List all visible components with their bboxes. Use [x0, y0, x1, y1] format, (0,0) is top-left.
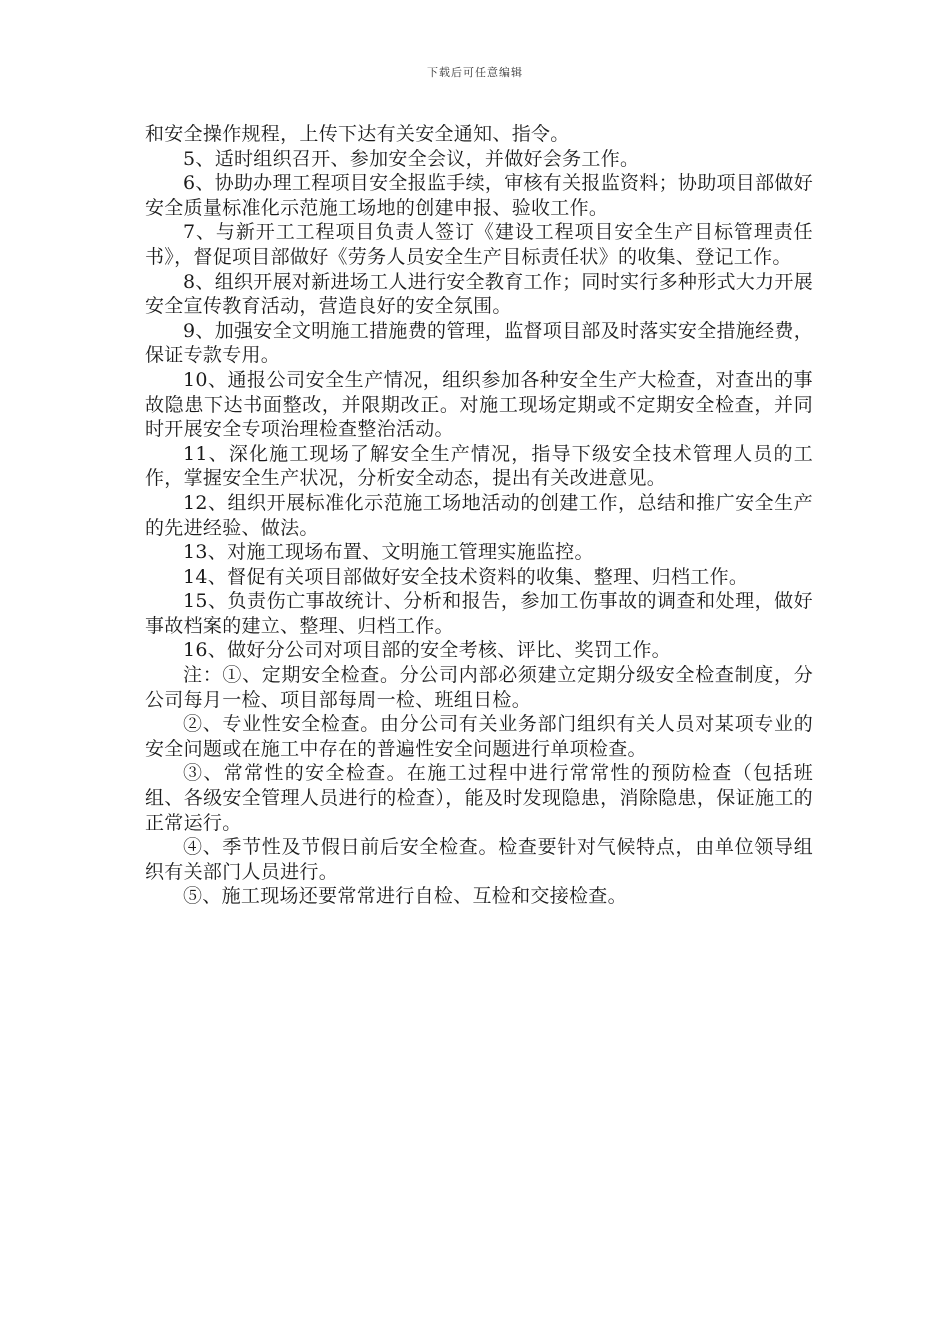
note-item-4: ④、季节性及节假日前后安全检查。检查要针对气候特点，由单位领导组织有关部门人员进行。 [145, 836, 813, 883]
paragraph-item-13: 13、对施工现场布置、文明施工管理实施监控。 [183, 541, 594, 564]
paragraph-continuation: 和安全操作规程，上传下达有关安全通知、指令。 [145, 123, 570, 145]
note-item-3: ③、常常性的安全检查。在施工过程中进行常常性的预防检查（包括班组、各级安全管理人员进行的检查），能及时发现隐患，消除隐患，保证施工的正常运行。 [145, 762, 813, 834]
paragraph-item-7: 7、与新开工工程项目负责人签订《建设工程项目安全生产目标管理责任书》，督促项目部做好《劳务人员安全生产目标责任状》的收集、登记工作。 [145, 221, 813, 268]
paragraph-item-9: 9、加强安全文明施工措施费的管理，监督项目部及时落实安全措施经费，保证专款专用。 [145, 319, 813, 367]
paragraph-item-14: 14、督促有关项目部做好安全技术资料的收集、整理、归档工作。 [183, 565, 749, 588]
paragraph-item-15: 15、负责伤亡事故统计、分析和报告，参加工伤事故的调查和处理，做好事故档案的建立、整理、归档工作。 [145, 590, 813, 637]
paragraph-item-16: 16、做好分公司对项目部的安全考核、评比、奖罚工作。 [183, 639, 671, 662]
note-item-5: ⑤、施工现场还要常常进行自检、互检和交接检查。 [183, 885, 627, 908]
paragraph-item-8: 8、组织开展对新进场工人进行安全教育工作；同时实行多种形式大力开展安全宣传教育活动，营造良好的安全氛围。 [145, 270, 813, 318]
note-item-2: ②、专业性安全检查。由分公司有关业务部门组织有关人员对某项专业的安全问题或在施工中存在的普遍性安全问题进行单项检查。 [145, 713, 813, 760]
document-body [145, 122, 813, 909]
paragraph-item-11: 11、深化施工现场了解安全生产情况，指导下级安全技术管理人员的工作，掌握安全生产状况，分析安全动态，提出有关改进意见。 [145, 442, 813, 490]
paragraph-item-6: 6、协助办理工程项目安全报监手续，审核有关报监资料；协助项目部做好安全质量标准化示范施工场地的创建申报、验收工作。 [145, 172, 813, 219]
paragraph-item-12: 12、组织开展标准化示范施工场地活动的创建工作，总结和推广安全生产的先进经验、做法。 [145, 491, 813, 539]
paragraph-item-10: 10、通报公司安全生产情况，组织参加各种安全生产大检查，对查出的事故隐患下达书面整改，并限期改正。对施工现场定期或不定期安全检查，并同时开展安全专项治理检查整治活动。 [145, 368, 813, 441]
paragraph-item-5: 5、适时组织召开、参加安全会议，并做好会务工作。 [183, 147, 640, 170]
note-item-1: 注：①、定期安全检查。分公司内部必须建立定期分级安全检查制度，分公司每月一检、项目部每周一检、班组日检。 [145, 664, 813, 711]
page-header: 下载后可任意编辑 [427, 66, 523, 79]
